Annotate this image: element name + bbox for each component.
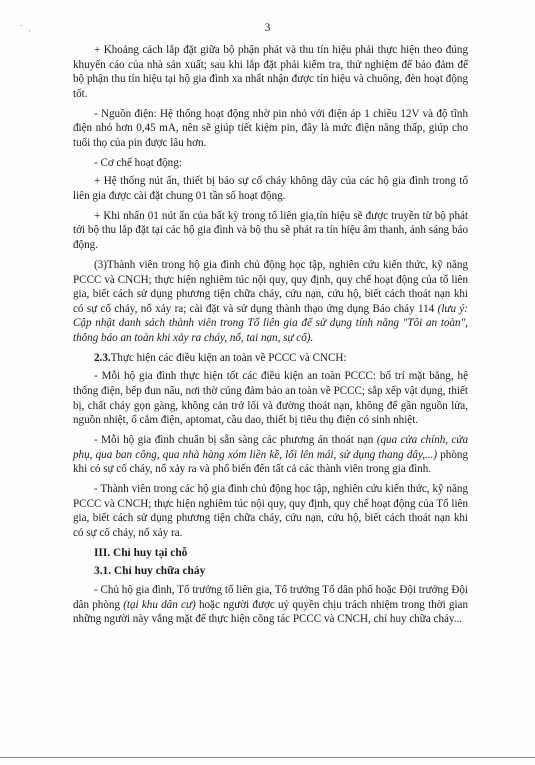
subsection-heading [73,351,468,366]
paragraph: - Nguồn điện: Hệ thống hoạt động nhờ pin nhỏ với điện áp 1 chiều 12V và độ tĩnh điện nhỏ hơn 0,45 mA, nên sẽ giúp tiết kiệm pin, đây là mức điện năng thấp, giúp cho tuổi thọ của pin được lâu hơn. [73,107,468,149]
paragraph [73,258,468,346]
edge-mark: . [20,18,23,28]
paragraph-text: phòng khi có sự cố cháy, nổ xảy ra và phổ biến đến tất cả các thành viên trong gia đình. [73,448,468,476]
paragraph [73,433,468,477]
paragraph [73,583,468,627]
section-heading: III. Chỉ huy tại chỗ [94,546,188,559]
subsection-number: 2.3. [94,351,111,364]
paragraph: - Mỗi hộ gia đình thực hiện tốt các điều kiện an toàn PCCC: bố trí mặt bằng, hệ thống điện, bếp đun nấu, nơi thờ cúng đảm bảo an toàn về PCCC; sắp xếp vật dụng, thiết bị, chất cháy gọn gàng, không cản trở lối và đường thoát nạn, không để gần nguồn lửa, nguồn nhiệt, ổ cắm điện, aptomat, cầu dao, thiết bị tiêu thụ điện có sinh nhiệt. [73,370,468,427]
paragraph: - Thành viên trong các hộ gia đình chủ động học tập, nghiên cứu kiến thức, kỹ năng PCCC và CNCH; thực hiện nghiêm túc nội quy, quy định, quy chế hoạt động của Tổ liên gia, biết cách sử dụng phương tiện chữa cháy, cứu nạn, cứu hộ, biết cách thoát nạn khi có sự cố cháy, nổ xảy ra. [73,483,468,539]
edge-mark: · [28,26,31,36]
paragraph-note: (lưu ý: Cập nhật danh sách thành viên trong Tổ liên gia để sử dụng tính năng "Tôi an toàn", thông báo an toàn khi xảy ra cháy, nổ, tai nạn, sự cố). [73,302,468,344]
paragraph-text: hoặc người được uỷ quyền chịu trách nhiệm trong thời gian những người này vắng mặt để thực hiện công tác PCCC và CNCH, chỉ huy chữa cháy... [73,598,468,626]
document-body [73,43,468,632]
paragraph-note: (qua cửa chính, cửa phụ, qua ban công, qua nhà hàng xóm liền kề, lối lên mái, sử dụng thang dây,...) [73,434,469,461]
page-number: 3 [264,22,271,34]
paragraph-text: - Chủ hộ gia đình, Tổ trưởng tổ liên gia, Tổ trưởng Tổ dân phố hoặc Đội trưởng Đội dân phòng [73,583,468,611]
paragraph-text: - Mỗi hộ gia đình chuẩn bị sẵn sàng các phương án thoát nạn [94,434,377,447]
bottom-edge-line [0,757,535,758]
subsection-heading: 3.1. Chỉ huy chữa cháy [94,565,206,578]
subsection-title: Thực hiện các điều kiện an toàn về PCCC và CNCH: [110,351,347,364]
paragraph-note: (tại khu dân cư) [123,598,196,611]
paragraph: + Khoảng cách lắp đặt giữa bộ phận phát và thu tín hiệu phải thực hiện theo đúng khuyến cáo của nhà sản xuất; sau khi lắp đặt phải kiểm tra, thử nghiệm để bảo đảm để bộ phận thu tín hiệu tại hộ gia đình xa nhất nhận được tín hiệu và chuông, đèn hoạt động tốt. [73,44,468,100]
paragraph-text: (3)Thành viên trong hộ gia đình chủ động học tập, nghiên cứu kiến thức, kỹ năng PCCC và CNCH; thực hiện nghiêm túc nội quy, quy định, quy chế hoạt động của tổ liên gia, biết cách sử dụng phương tiện chữa cháy, cứu nạn, cứu hộ, biết cách thoát nạn khi có sự cố cháy, nổ xảy ra; cài đặt và sử dụng thành thạo ứng dụng Báo cháy 114 [73,258,468,315]
paragraph: - Cơ chế hoạt động: [94,156,182,169]
paragraph: + Hệ thống nút ấn, thiết bị báo sự cố cháy không dây của các hộ gia đình trong tổ liên gia được cài đặt chung 01 tần số hoạt động. [73,175,468,202]
paragraph: + Khi nhấn 01 nút ấn của bất kỳ trong tổ liên gia,tín hiệu sẽ được truyền từ bộ phát tới bộ thu lắp đặt tại các hộ gia đình và bộ thu sẽ phát ra tín hiệu âm thanh, ánh sáng báo động. [73,209,468,252]
